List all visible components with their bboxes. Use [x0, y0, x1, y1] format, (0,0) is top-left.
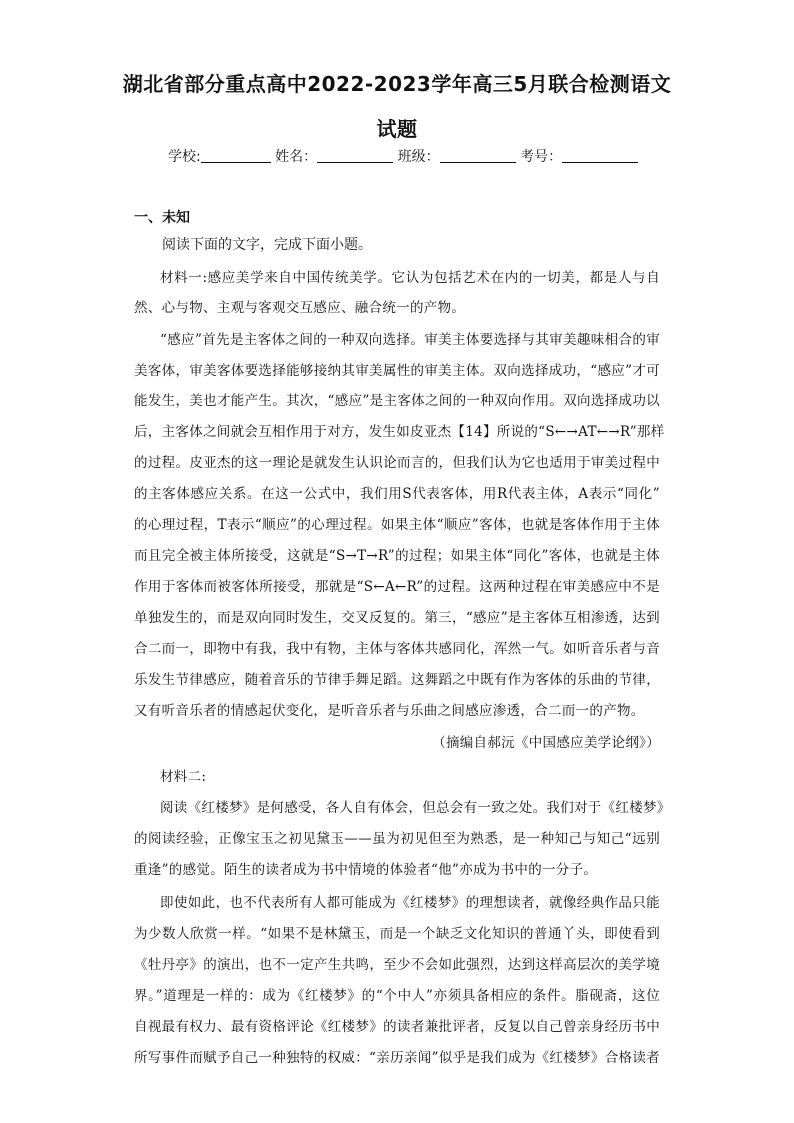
text-line: 乐发生节律感应，随着音乐的节律手舞足蹈。这舞蹈之中既有作为客体的乐曲的节律， — [134, 672, 660, 688]
text-line: 阅读《红楼梦》是何感受，各人自有体会，但总会有一致之处。我们对于《红楼梦》 — [160, 800, 671, 816]
text-line: 的阅读经验，正像宝玉之初见黛玉——虽为初见但至为熟悉，是一种知己与知己“远别 — [134, 831, 660, 847]
text-line: 能发生，美也才能产生。其次，“感应”是主客体之间的一种双向作用。双向选择成功以 — [134, 393, 660, 409]
text-line: 作用于客体而被客体所接受，那就是“S←A←R”的过程。这两种过程在审美感应中不是 — [134, 579, 660, 595]
text-line: 重逢”的感觉。陌生的读者成为书中情境的体验者“他”亦成为书中的一分子。 — [134, 862, 598, 878]
exam-number-blank[interactable] — [562, 148, 638, 163]
text-line: 自视最有权力、最有资格评论《红楼梦》的读者兼批评者，反复以自己曾亲身经历书中 — [134, 1019, 660, 1035]
text-line: 所写事件而赋予自己一种独特的权威：“亲历亲闻”似乎是我们成为《红楼梦》合格读者 — [134, 1050, 660, 1066]
text-line: “感应”首先是主客体之间的一种双向选择。审美主体要选择与其审美趣味相合的审 — [160, 332, 660, 348]
section-heading: 一、未知 — [134, 210, 190, 226]
text-line: 界。”道理是一样的：成为《红楼梦》的“个中人”亦须具备相应的条件。脂砚斋，这位 — [134, 988, 660, 1004]
text-line: 材料一:感应美学来自中国传统美学。它认为包括艺术在内的一切美，都是人与自 — [160, 270, 660, 286]
school-label: 学校: — [168, 149, 201, 165]
text-line: 单独发生的，而是双向同时发生，交叉反复的。第三，“感应”是主客体互相渗透，达到 — [134, 610, 660, 626]
text-line: 而且完全被主体所接受，这就是“S→T→R”的过程；如果主体“同化”客体，也就是主体 — [134, 548, 660, 564]
text-line: 合二而一，即物中有我，我中有物，主体与客体共感同化，浑然一气。如听音乐者与音 — [134, 641, 660, 657]
instructions: 阅读下面的文字，完成下面小题。 — [162, 237, 372, 253]
text-line: 的主客体感应关系。在这一公式中，我们用S代表客体，用R代表主体，A表示“同化” — [134, 486, 660, 502]
name-label: 姓名： — [275, 149, 318, 165]
text-line: 的过程。皮亚杰的这一理论是就发生认识论而言的，但我们认为它也适用于审美过程中 — [134, 455, 660, 471]
text-line: 又有听音乐者的情感起伏变化，是听音乐者与乐曲之间感应渗透，合二而一的产物。 — [134, 703, 645, 719]
name-blank[interactable] — [317, 148, 393, 163]
class-blank[interactable] — [440, 148, 516, 163]
text-line: 为少数人欣赏一样。“如果不是林黛玉，而是一个缺乏文化知识的普通丫头，即使看到 — [134, 926, 660, 942]
document-title-line-1: 湖北省部分重点高中2022-2023学年高三5月联合检测语文 — [122, 72, 672, 96]
exam-number-label: 考号： — [520, 149, 563, 165]
document-title-line-2: 试题 — [376, 117, 418, 141]
class-label: 班级： — [397, 149, 440, 165]
text-line: 即使如此，也不代表所有人都可能成为《红楼梦》的理想读者，就像经典作品只能 — [160, 895, 660, 911]
text-line: 然、心与物、主观与客观交互感应、融合统一的产物。 — [134, 300, 466, 316]
material-two-label: 材料二: — [160, 769, 207, 785]
text-line: 美客体，审美客体要选择能够接纳其审美属性的审美主体。双向选择成功，“感应”才可 — [134, 363, 660, 379]
source-citation: （摘编自郝沅《中国感应美学论纲》） — [432, 735, 660, 751]
text-line: 《牡丹亭》的演出，也不一定产生共鸣，至少不会如此强烈，达到这样高层次的美学境 — [134, 957, 660, 973]
text-line: 后，主客体之间就会互相作用于对方，发生如皮亚杰【14】所说的“S←→AT←→R”那样 — [134, 424, 665, 440]
student-info-row — [168, 146, 638, 166]
text-line: 的心理过程，T表示“顺应”的心理过程。如果主体“顺应”客体，也就是客体作用于主体 — [134, 517, 660, 533]
school-blank[interactable] — [201, 148, 271, 163]
